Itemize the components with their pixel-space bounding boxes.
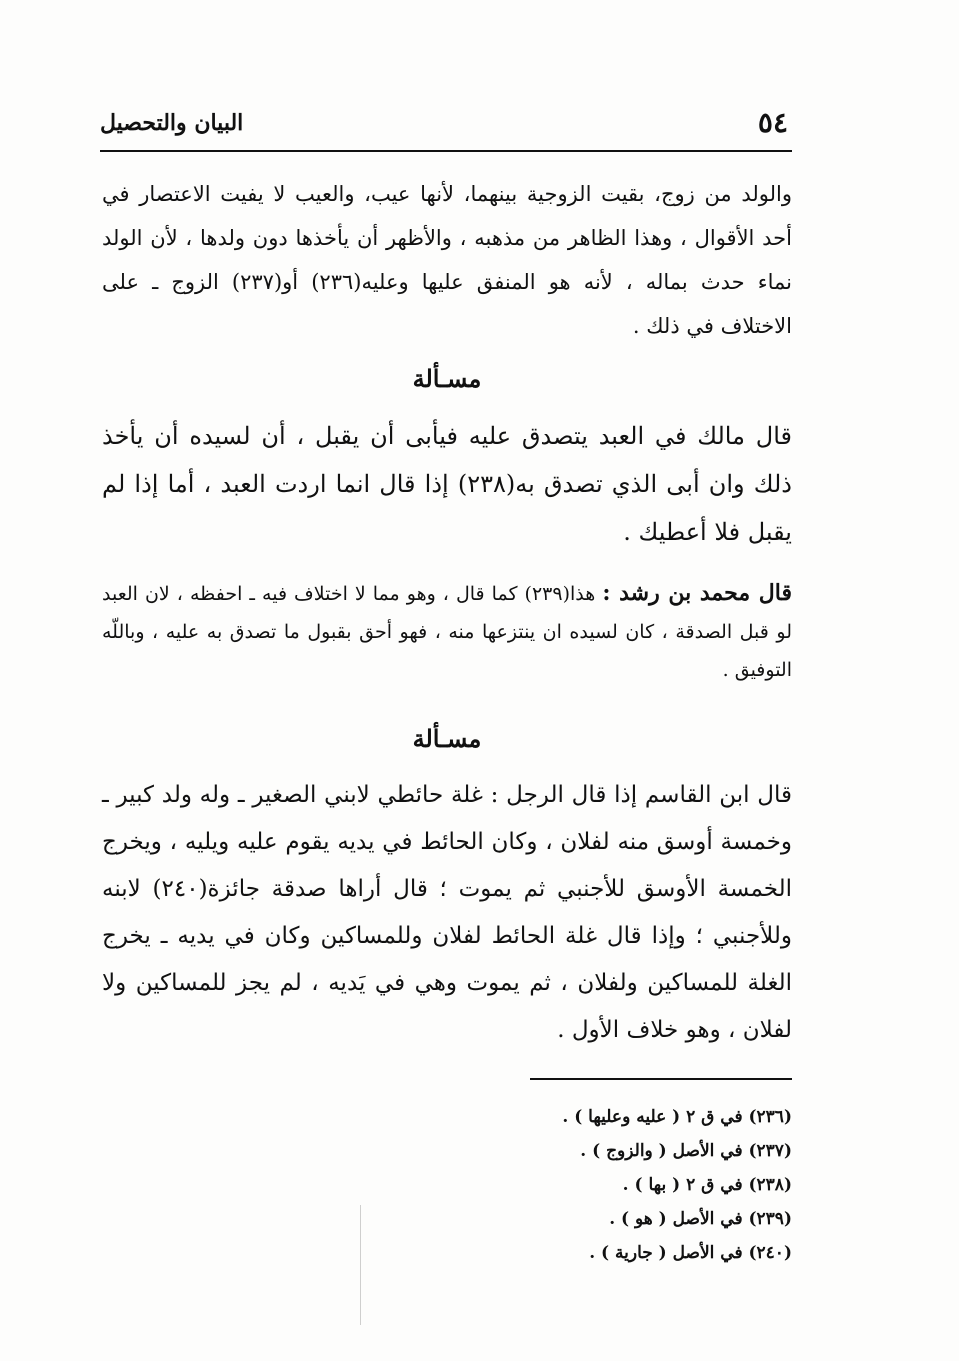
scan-artifact-line [360,1205,365,1325]
intro-paragraph: والولد من زوج، بقيت الزوجية بينهما، لأنها عيب، والعيب لا يفيت الاعتصار في أحد الأقوال ، وهذا الظاهر من مذهبه ، والأظهر أن يأخذها دون ولدها ، لأن الولد نماء حدث بماله ، لأنه هو المنفق عليها وعليه(٢٣٦) أو(٢٣٧) الزوج ـ على الاختلاف في ذلك . [102,182,792,338]
section-heading-2: مسـألة [412,724,482,753]
footnote-item: (٢٣٧) في الأصل ( والزوج ) . [580,1141,792,1161]
section-heading-1: مسـألة [412,364,482,393]
commentary-paragraph [102,574,792,689]
page-header [100,102,792,152]
commentary-speaker: قال محمد بن رشد : [602,580,792,606]
page-number: ٥٤ [757,106,788,139]
running-title: البيان والتحصيل [100,110,244,136]
footnote-item: (٢٣٨) في ق ٢ ( بها ) . [622,1175,792,1195]
footnote-divider [530,1078,792,1080]
footnotes-list [372,1100,792,1270]
question-paragraph-1: قال مالك في العبد يتصدق عليه فيأبى أن يقبل ، أن لسيده أن يأخذ ذلك وان أبى الذي تصدق به(٢٣٨) إذا قال انما اردت العبد ، أما إذا لم يقبل فلا أعطيك . [102,422,792,546]
footnote-item: (٢٣٩) في الأصل ( هو ) . [609,1209,792,1229]
footnote-item: (٢٤٠) في الأصل ( جارية ) . [589,1243,792,1263]
question-paragraph-2: قال ابن القاسم إذا قال الرجل : غلة حائطي لابني الصغير ـ وله ولد كبير ـ وخمسة أوسق منه لفلان ، وكان الحائط في يديه يقوم عليه ويليه ، ويخرج الخمسة الأوسق للأجنبي ثم يموت ؛ قال أراها صدقة جائزة(٢٤٠) لابنه وللأجنبي ؛ وإذا قال غلة الحائط لفلان وللمساكين وكان في يديه ـ يخرج الغلة للمساكين ولفلان ، ثم يموت وهي في يَديه ، لم يجز للمساكين ولا لفلان ، وهو خلاف الأول . [102,782,792,1043]
commentary-text: هذا(٢٣٩) كما قال ، وهو مما لا اختلاف فيه ـ احفظه ، لان العبد لو قبل الصدقة ، كان لسيده ان ينتزعها منه ، فهو أحق بقبول ما تصدق به عليه ، وباللّه التوفيق . [102,583,792,681]
footnote-item: (٢٣٦) في ق ٢ ( عليه وعليها ) . [562,1107,792,1127]
